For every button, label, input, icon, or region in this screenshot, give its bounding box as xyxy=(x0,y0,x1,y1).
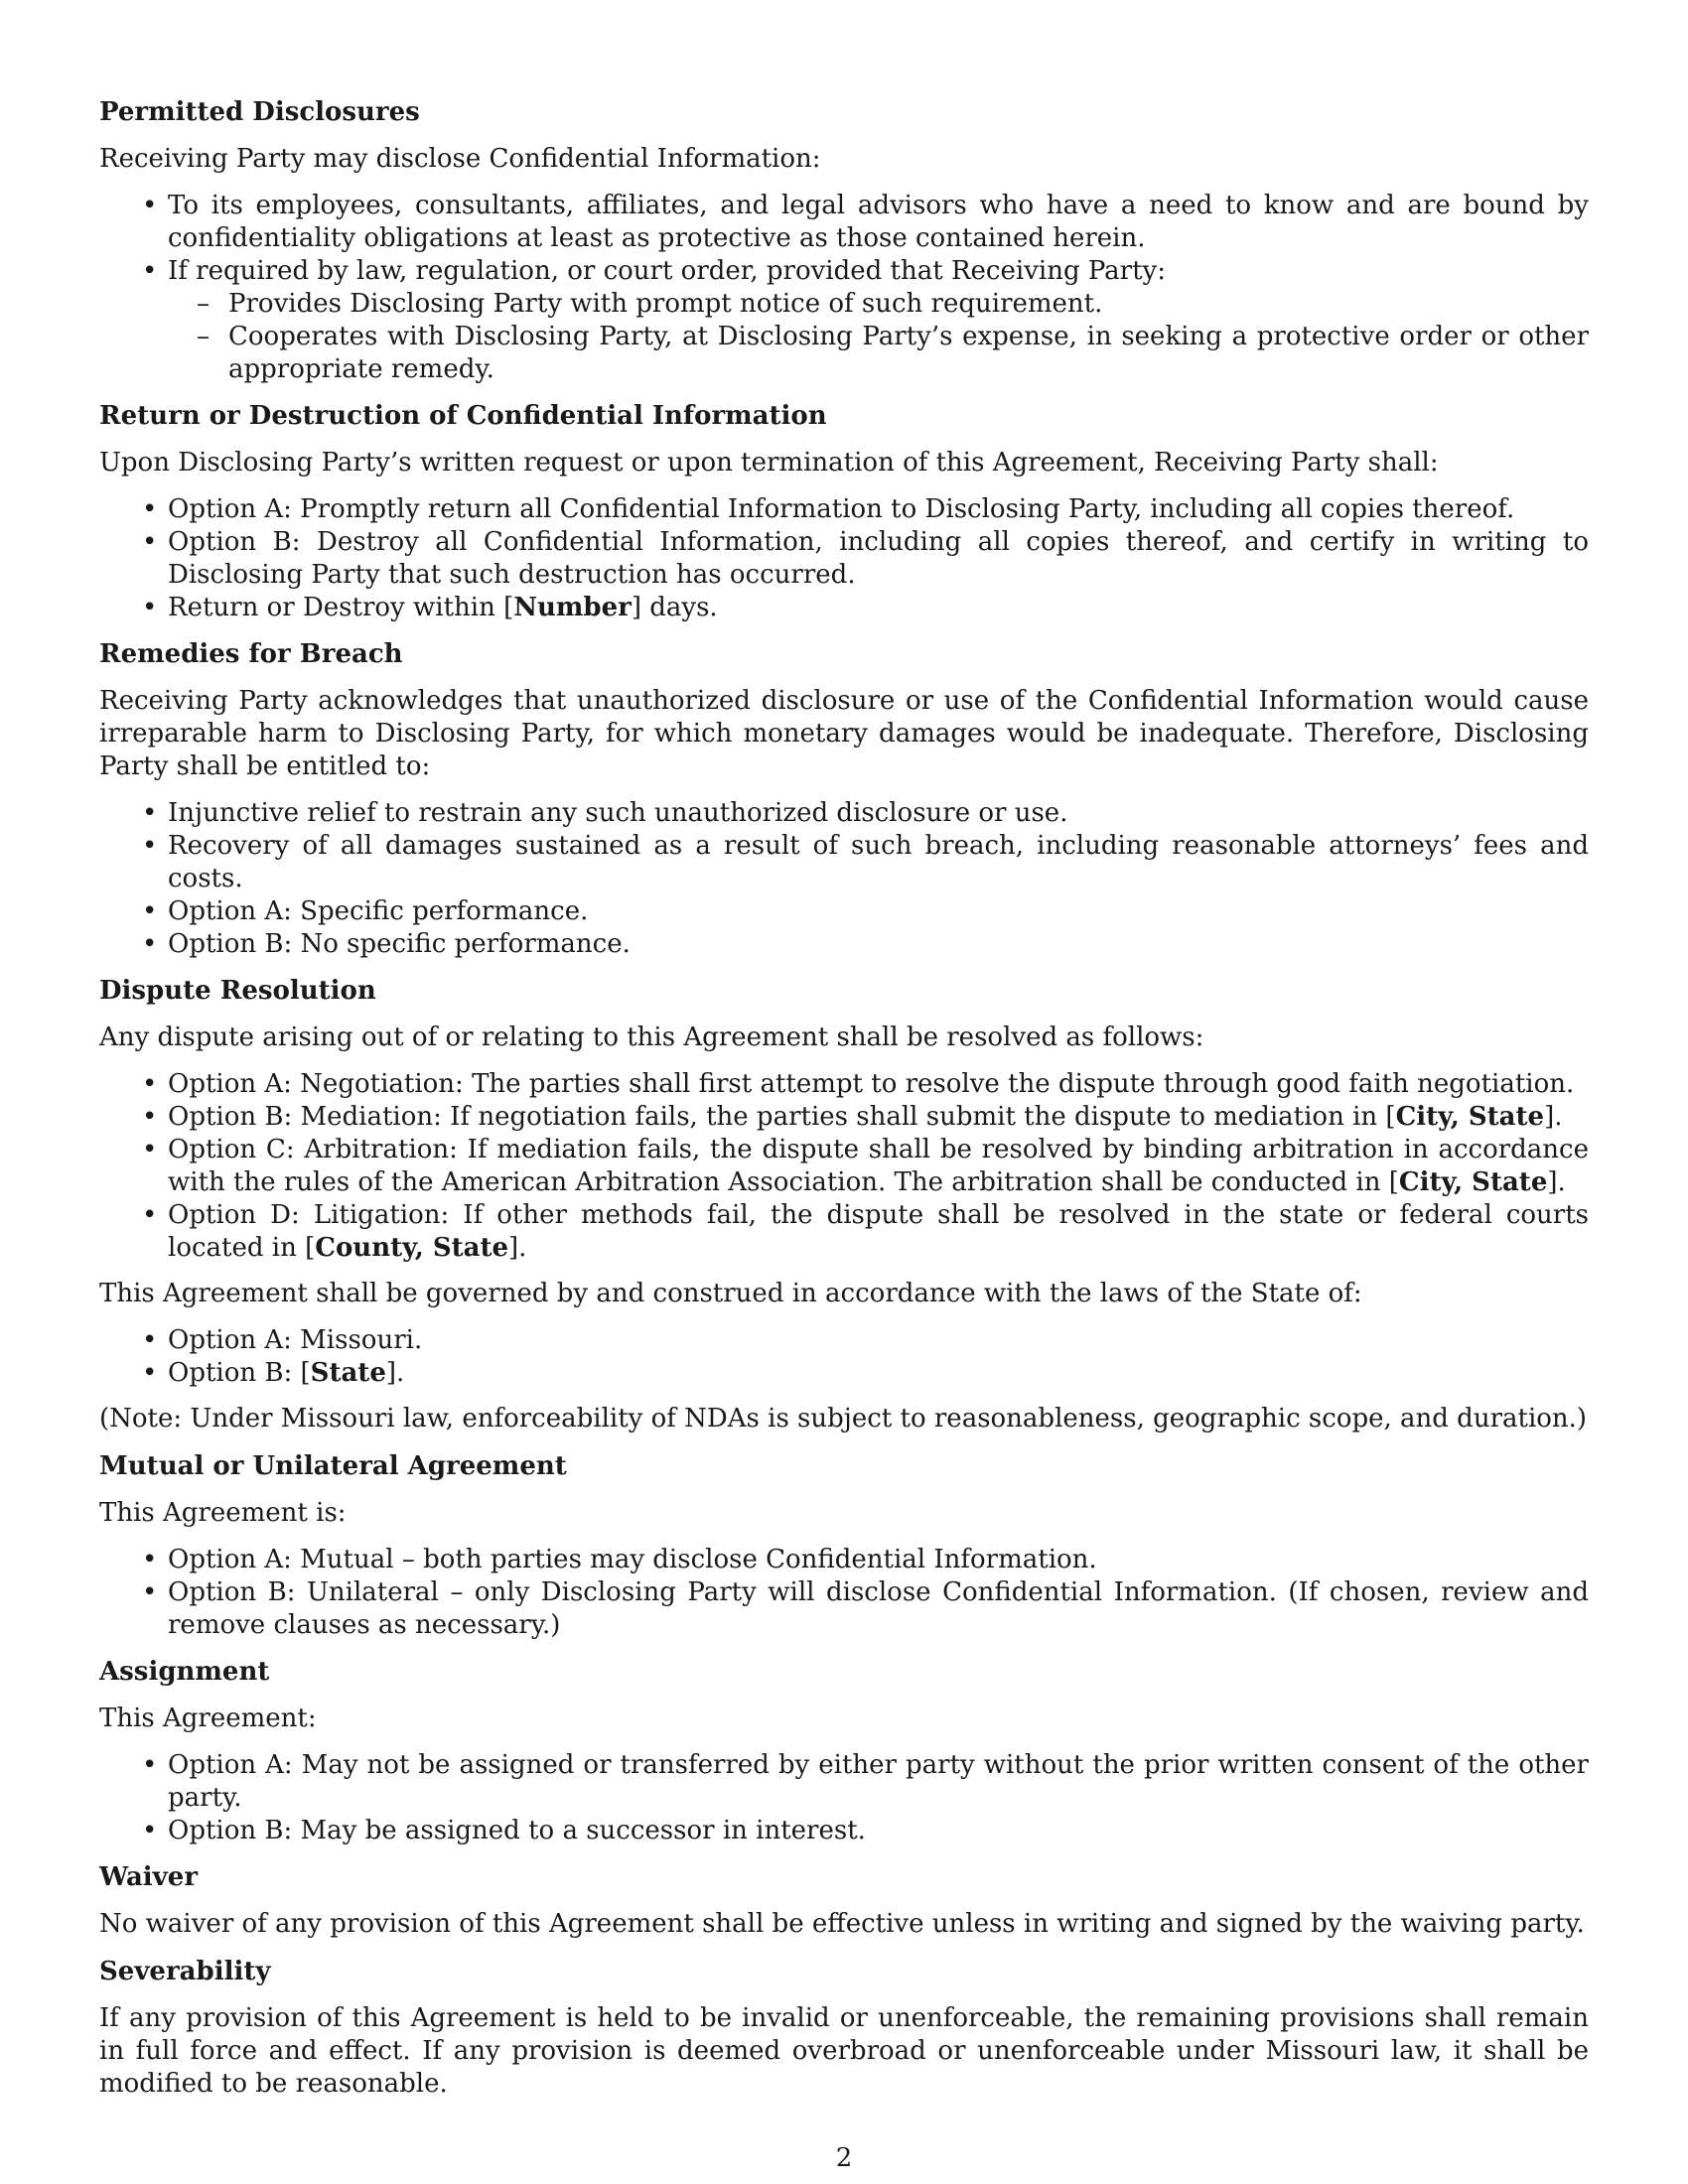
list-item: • Injunctive relief to restrain any such unauthorized disclosure or use. xyxy=(168,797,1589,830)
text-segment: Option D: Litigation: If other methods fail, the dispute shall be resolved in the state or federal courts located in [ xyxy=(168,1200,1589,1263)
list-item xyxy=(168,1101,1589,1134)
text-segment: Return or Destroy within [ xyxy=(168,593,514,622)
section-heading-dispute-resolution: Dispute Resolution xyxy=(99,976,376,1006)
bullet-list xyxy=(99,190,1589,386)
sub-list-item: – Provides Disclosing Party with prompt notice of such requirement. xyxy=(228,288,1589,321)
list-item-text: If required by law, regulation, or court order, provided that Receiving Party: xyxy=(168,256,1166,286)
section-heading-permitted-disclosures: Permitted Disclosures xyxy=(99,97,420,127)
text-segment: ]. xyxy=(1544,1102,1563,1132)
paragraph: Upon Disclosing Party’s written request or upon termination of this Agreement, Receiving Party shall: xyxy=(99,448,1439,478)
placeholder-field: Number xyxy=(513,593,632,622)
bullet-list xyxy=(99,1749,1589,1847)
section-heading-assignment: Assignment xyxy=(99,1657,270,1687)
section-heading-return-destruction: Return or Destruction of Confidential Information xyxy=(99,401,827,431)
list-item: • To its employees, consultants, affiliates, and legal advisors who have a need to know and are bound by confidentiality obligations at least as protective as those contained herein. xyxy=(168,190,1589,255)
list-item: • Option B: No specific performance. xyxy=(168,928,1589,961)
placeholder-field: City, State xyxy=(1395,1102,1545,1132)
paragraph: This Agreement: xyxy=(99,1704,317,1733)
placeholder-field: City, State xyxy=(1398,1167,1548,1197)
paragraph: Any dispute arising out of or relating to this Agreement shall be resolved as follows: xyxy=(99,1023,1204,1052)
bullet-list xyxy=(99,493,1589,624)
list-item xyxy=(168,255,1589,386)
list-item: • Option B: Destroy all Confidential Information, including all copies thereof, and certify in writing to Disclosing Party that such destruction has occurred. xyxy=(168,526,1589,592)
paragraph: Receiving Party acknowledges that unauthorized disclosure or use of the Confidential Information would cause irreparable harm to Disclosing Party, for which monetary damages would be inadequate. Therefore, Disclosing Party shall be entitled to: xyxy=(99,686,1589,781)
text-segment: ]. xyxy=(508,1233,527,1263)
list-item xyxy=(168,1357,1589,1390)
document-body xyxy=(99,95,1589,2115)
paragraph: No waiver of any provision of this Agreement shall be effective unless in writing and signed by the waiving party. xyxy=(99,1909,1585,1939)
text-segment: Option B: [ xyxy=(168,1358,311,1388)
text-segment: ]. xyxy=(1547,1167,1566,1197)
list-item: • Option A: Specific performance. xyxy=(168,895,1589,928)
note-paragraph: (Note: Under Missouri law, enforceability of NDAs is subject to reasonableness, geographic scope, and duration.) xyxy=(99,1404,1588,1433)
placeholder-field: County, State xyxy=(315,1233,509,1263)
section-heading-severability: Severability xyxy=(99,1957,271,1986)
text-segment: Option C: Arbitration: If mediation fails, the dispute shall be resolved by binding arbitration in accordance with the rules of the American Arbitration Association. The arbitration shall be conducted in [ xyxy=(168,1135,1589,1197)
list-item: • Option A: Negotiation: The parties shall first attempt to resolve the dispute through good faith negotiation. xyxy=(168,1068,1589,1101)
sub-list-item: – Cooperates with Disclosing Party, at Disclosing Party’s expense, in seeking a protective order or other appropriate remedy. xyxy=(228,321,1589,386)
list-item: • Option B: May be assigned to a successor in interest. xyxy=(168,1815,1589,1847)
list-item: • Recovery of all damages sustained as a result of such breach, including reasonable attorneys’ fees and costs. xyxy=(168,830,1589,895)
text-segment: ] days. xyxy=(631,593,718,622)
bullet-list xyxy=(99,797,1589,961)
bullet-list xyxy=(99,1324,1589,1390)
list-item: • Option A: Mutual – both parties may disclose Confidential Information. xyxy=(168,1544,1589,1576)
paragraph: If any provision of this Agreement is held to be invalid or unenforceable, the remaining provisions shall remain in full force and effect. If any provision is deemed overbroad or unenforceable under Missouri law, it shall be modified to be reasonable. xyxy=(99,2003,1589,2099)
page-number: 2 xyxy=(835,2143,853,2173)
list-item: • Option A: May not be assigned or transferred by either party without the prior written consent of the other party. xyxy=(168,1749,1589,1815)
text-segment: Option B: Mediation: If negotiation fails, the parties shall submit the dispute to mediation in [ xyxy=(168,1102,1396,1132)
section-heading-mutual-unilateral: Mutual or Unilateral Agreement xyxy=(99,1451,567,1481)
sub-list xyxy=(168,288,1589,386)
list-item: • Option B: Unilateral – only Disclosing Party will disclose Confidential Information. (If chosen, review and remove clauses as necessary.) xyxy=(168,1576,1589,1642)
list-item: • Option A: Missouri. xyxy=(168,1324,1589,1357)
bullet-list xyxy=(99,1068,1589,1265)
placeholder-field: State xyxy=(310,1358,386,1388)
list-item xyxy=(168,1134,1589,1199)
list-item: • Option A: Promptly return all Confidential Information to Disclosing Party, including all copies thereof. xyxy=(168,493,1589,526)
paragraph: This Agreement is: xyxy=(99,1498,347,1528)
list-item xyxy=(168,1199,1589,1265)
paragraph: This Agreement shall be governed by and construed in accordance with the laws of the State of: xyxy=(99,1279,1362,1308)
list-item xyxy=(168,592,1589,624)
bullet-list xyxy=(99,1544,1589,1642)
section-heading-waiver: Waiver xyxy=(99,1862,199,1892)
text-segment: ]. xyxy=(385,1358,405,1388)
section-heading-remedies: Remedies for Breach xyxy=(99,639,403,669)
paragraph: Receiving Party may disclose Confidential Information: xyxy=(99,144,821,174)
